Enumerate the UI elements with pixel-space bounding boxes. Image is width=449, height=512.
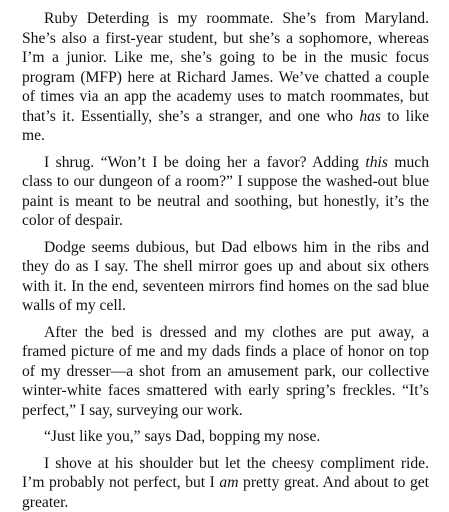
paragraph-1-text-a: Ruby Deterding is my roommate. She’s from Maryland. She’s also a first-year student, but she’s a sophomore, whereas I’m a junior. Like me, she’s going to be in the music focus program (MFP) here at Richard James. We’ve chatted a couple of times via an app the academy uses to match roommates, but that’s it. Essentially, she’s a stranger, and one who xyxy=(22,10,429,125)
paragraph-1-text-b: to like me. xyxy=(22,108,429,145)
paragraph-6-text-b: pretty great. And about to get greater. xyxy=(22,474,429,511)
paragraph-5-text: “Just like you,” says Dad, bopping my nose. xyxy=(44,428,320,445)
paragraph-6-emphasis-am: am xyxy=(219,474,238,491)
paragraph-2-emphasis-this: this xyxy=(365,154,388,171)
paragraph-1-emphasis-has: has xyxy=(359,108,381,125)
paragraph-5 xyxy=(22,427,429,447)
paragraph-2-text-b: much class to our dungeon of a room?” I suppose the washed-out blue paint is meant to be neutral and soothing, but honestly, it’s the color of despair. xyxy=(22,154,429,230)
paragraph-2 xyxy=(22,153,429,231)
paragraph-6 xyxy=(22,454,429,512)
paragraph-1 xyxy=(22,9,429,146)
paragraph-4-text: After the bed is dressed and my clothes are put away, a framed picture of me and my dads finds a place of honor on top of my dresser—a shot from an amusement park, our collective winter-white faces smattered with early spring’s freckles. “It’s perfect,” I say, surveying our work. xyxy=(22,324,429,419)
paragraph-4 xyxy=(22,323,429,421)
paragraph-2-text-a: I shrug. “Won’t I be doing her a favor? Adding xyxy=(44,154,365,171)
paragraph-6-text-a: I shove at his shoulder but let the cheesy compliment ride. I’m probably not perfect, but I xyxy=(22,455,429,492)
paragraph-3-text: Dodge seems dubious, but Dad elbows him in the ribs and they do as I say. The shell mirror goes up and about six others with it. In the end, seventeen mirrors find homes on the sad blue walls of my cell. xyxy=(22,239,429,315)
paragraph-3 xyxy=(22,238,429,316)
